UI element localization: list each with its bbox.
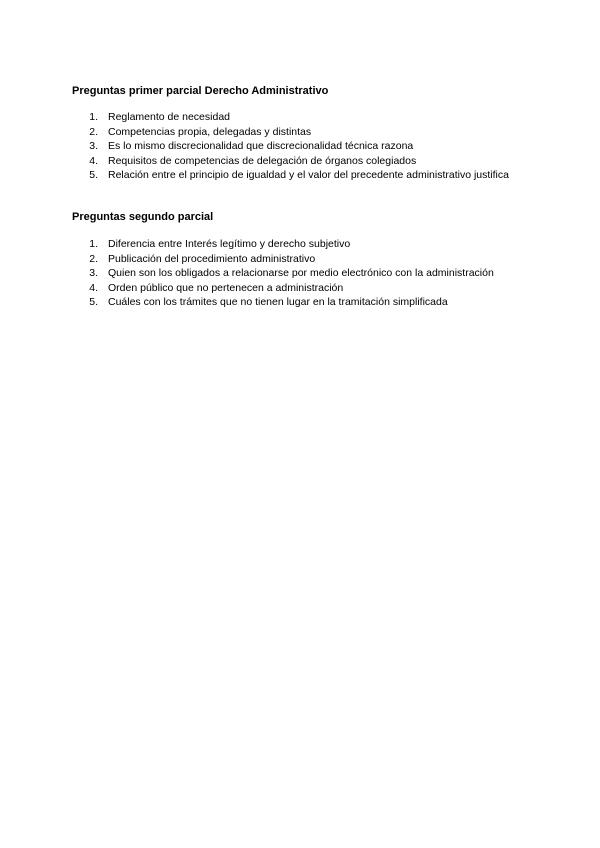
list-item [72, 110, 532, 125]
list-item-text: Publicación del procedimiento administrativo [108, 252, 316, 265]
list-item-number: 4. [89, 154, 98, 167]
section-title-segundo-parcial: Preguntas segundo parcial [72, 211, 214, 223]
list-item-text: Requisitos de competencias de delegación de órganos colegiados [108, 154, 417, 167]
list-item [72, 266, 532, 281]
list-item-text: Quien son los obligados a relacionarse por medio electrónico con la administración [108, 267, 494, 280]
list-item [72, 252, 532, 267]
list-item-number: 4. [89, 281, 98, 294]
list-item [72, 237, 532, 252]
list-item [72, 281, 532, 296]
list-item-text: Cuáles con los trámites que no tienen lugar en la tramitación simplificada [108, 296, 448, 309]
list-item-text: Relación entre el principio de igualdad y el valor del precedente administrativo justifica [108, 169, 509, 182]
list-item-number: 2. [89, 125, 98, 138]
list-item [72, 125, 532, 140]
list-item-text: Competencias propia, delegadas y distintas [108, 125, 312, 138]
list-item-text: Diferencia entre Interés legítimo y derecho subjetivo [108, 238, 351, 250]
list-item-number: 1. [89, 238, 98, 250]
list-item-number: 3. [89, 267, 98, 280]
list-item [72, 295, 532, 310]
list-item-number: 5. [89, 169, 98, 182]
section-title-primer-parcial: Preguntas primer parcial Derecho Administrativo [72, 85, 329, 97]
list-item-number: 3. [89, 140, 98, 153]
list-item [72, 154, 532, 169]
list-item-number: 2. [89, 252, 98, 265]
list-item [72, 168, 532, 183]
list-item-number: 5. [89, 296, 98, 309]
list-item [72, 139, 532, 154]
list-item-text: Orden público que no pertenecen a administración [108, 281, 344, 294]
question-list-primer-parcial [72, 110, 532, 183]
list-item-text: Reglamento de necesidad [108, 111, 231, 123]
question-list-segundo-parcial [72, 237, 532, 310]
list-item-number: 1. [89, 111, 98, 123]
list-item-text: Es lo mismo discrecionalidad que discrecionalidad técnica razona [108, 140, 414, 153]
